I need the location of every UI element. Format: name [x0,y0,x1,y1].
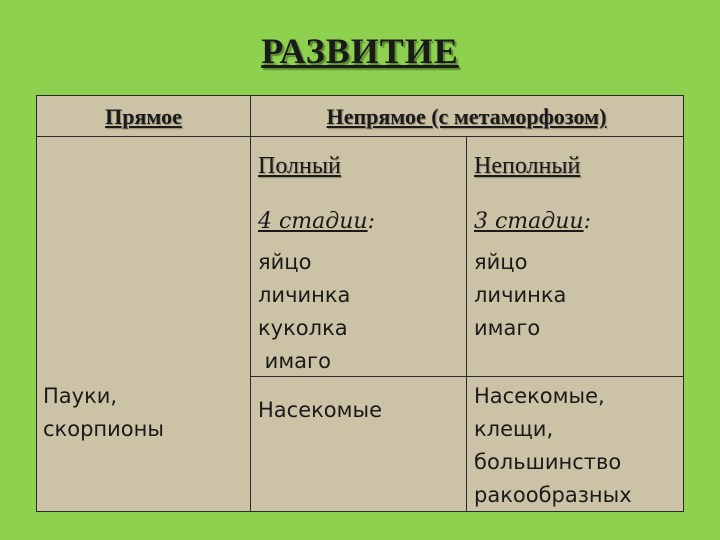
stages-label-complete [258,209,375,234]
header-indirect: Непрямое (с метаморфозом) [326,104,607,129]
list-item: яйцо [474,250,528,274]
stages-label-incomplete [474,209,591,234]
stages-colon: : [583,209,591,234]
list-item: Пауки, [43,384,118,408]
development-table [36,95,684,512]
stages-count: 3 стадии [474,209,584,234]
list-item: ракообразных [474,483,632,507]
list-item: клещи, [474,417,554,441]
subheader-complete: Полный [258,153,341,179]
examples-direct [43,380,164,446]
list-item: большинство [474,450,622,474]
list-item: личинка [474,283,567,307]
column-divider [466,136,467,511]
examples-complete [258,394,382,427]
stage-list-incomplete [474,246,566,345]
list-item: скорпионы [43,417,164,441]
list-item: имаго [474,316,541,340]
row-divider [37,136,683,137]
column-divider [250,96,251,511]
list-item: личинка [258,283,351,307]
page-title: РАЗВИТИЕ [261,31,459,71]
header-direct: Прямое [105,104,182,129]
list-item: имаго [258,349,331,373]
list-item: Насекомые, [474,384,605,408]
list-item: яйцо [258,250,312,274]
stage-list-complete [258,246,350,378]
examples-incomplete [474,380,632,512]
stages-colon: : [367,209,375,234]
subheader-incomplete: Неполный [474,153,581,179]
list-item: Насекомые [258,398,383,422]
list-item: куколка [258,316,348,340]
stages-count: 4 стадии [258,209,368,234]
